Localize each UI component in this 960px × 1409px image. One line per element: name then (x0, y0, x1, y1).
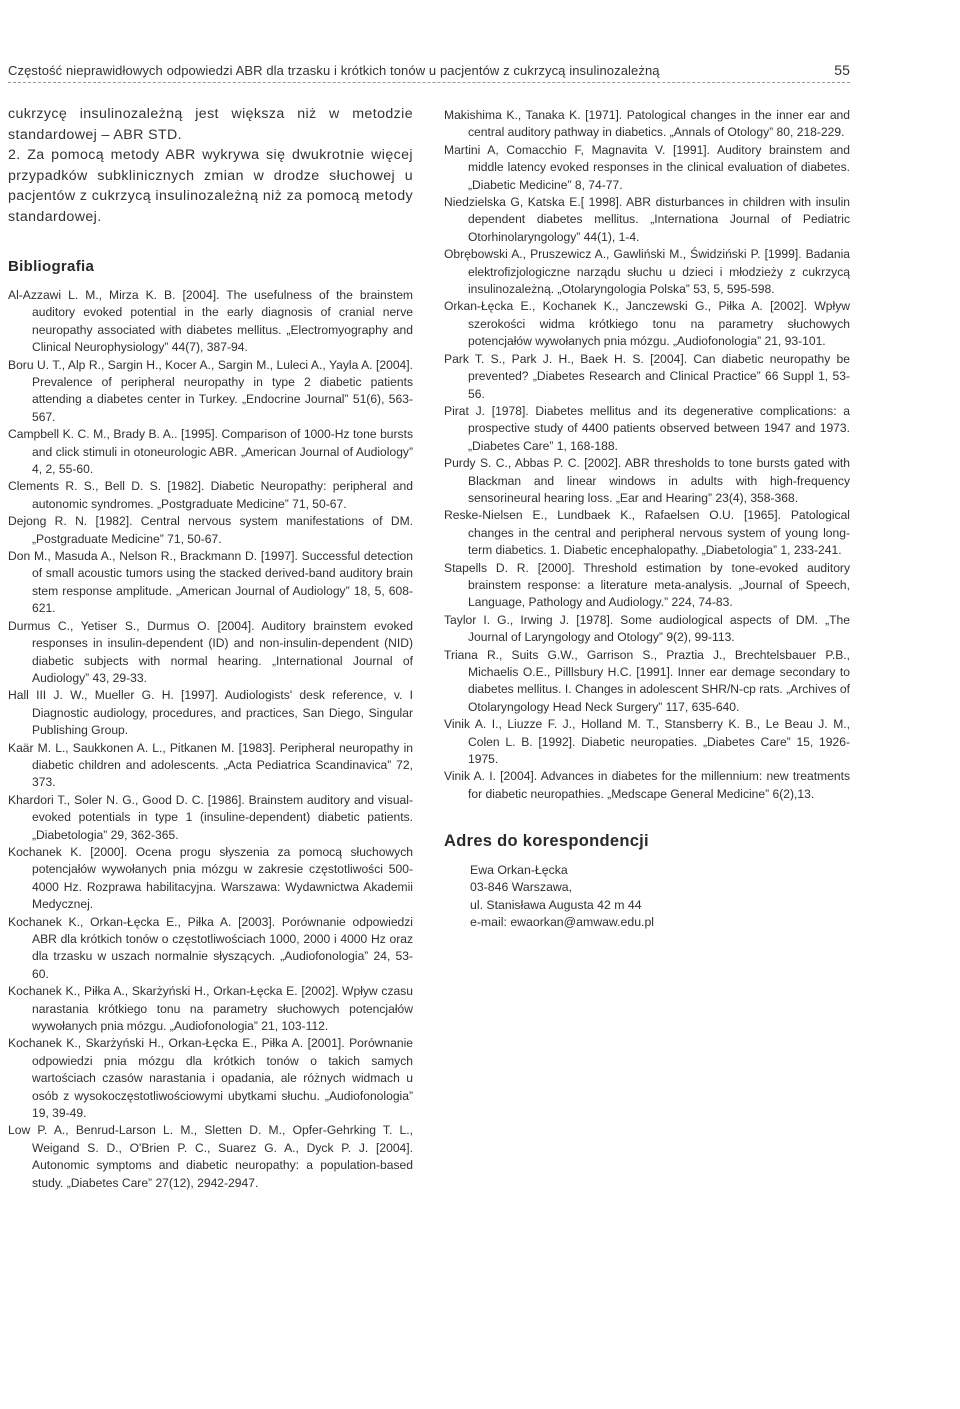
right-column (444, 107, 850, 932)
correspondence-address (444, 862, 850, 932)
reference-item: Vinik A. I. [2004]. Advances in diabetes for the millennium: new treatments for diabetic neuropathies. „Medscape General Medicine” 6(2),13. (444, 769, 850, 801)
correspondence-street: ul. Stanisława Augusta 42 m 44 (470, 897, 642, 912)
reference-item: Al-Azzawi L. M., Mirza K. B. [2004]. The usefulness of the brainstem auditory evoked potential in the early diagnosis of cranial nerve neuropathy associated with diabetes mellitus. „Electromyography and Clinical Neurophysiology” 44(7), 387-94. (8, 287, 413, 355)
reference-item: Boru U. T., Alp R., Sargin H., Kocer A., Sargin M., Luleci A., Yayla A. [2004]. Prevalence of peripheral neuropathy in type 2 diabetic patients attending a diabetes center in Turkey. „Endocrine Journal” 51(6), 563-567. (8, 357, 413, 424)
reference-item: Kochanek K., Skarżyński H., Orkan-Łęcka E., Piłka A. [2001]. Porównanie odpowiedzi pnia mózgu dla krótkich tonów o takich samych wartościach czasów narastania i opadania, ale różnych widmach u osób z wysokoczęstotliwościowymi ubytkami słuchu. „Audiofonologia” 19, 39-49. (8, 1036, 413, 1121)
reference-item: Kochanek K. [2000]. Ocena progu słyszenia za pomocą słuchowych potencjałów wywołanych pnia mózgu w zakresie częstotliwości 500-4000 Hz. Rozprawa habilitacyjna. Warszawa: Wydawnictwa Akademii Medycznej. (8, 844, 413, 912)
running-title: Częstość nieprawidłowych odpowiedzi ABR dla trzasku i krótkich tonów u pacjentów z cukrzycą insulinozależną (8, 63, 660, 78)
reference-item: Pirat J. [1978]. Diabetes mellitus and its degenerative complications: a prospective study of 4400 patients observed between 1947 and 1973. „Diabetes Care” 1, 168-188. (444, 403, 850, 453)
conclusion-paragraph: cukrzycę insulinozależną jest większa niż w metodzie standardowej – ABR STD. (8, 106, 413, 143)
reference-item: Triana R., Suits G.W., Garrison S., Praztia J., Brechtelsbauer P.B., Michaelis O.E., Pilllsbury H.C. [1991]. Inner ear demage secondary to diabetes mellitus. I. Changes in adolescent SHR/N-cp rats. „Archives of Otolaryngology Head Neck Surgery” 117, 635-640. (444, 647, 850, 714)
correspondence-city: 03-846 Warszawa, (470, 880, 573, 895)
reference-item: Kochanek K., Orkan-Łęcka E., Piłka A. [2003]. Porównanie odpowiedzi ABR dla krótkich tonów o częstotliwościach 1000, 2000 i 4000 Hz oraz dla trzasku w uszach normalnie słyszących. „Audiofonologia” 24, 53-60. (8, 914, 413, 981)
reference-item: Reske-Nielsen E., Lundbaek K., Rafaelsen O.U. [1965]. Patological changes in the central and peripheral nervous system of young long-term diabetics. 1. Diabetic encephalopathy. „Diabetologia” 1, 233-241. (444, 508, 850, 558)
correspondence-name: Ewa Orkan-Łęcka (470, 862, 568, 877)
reference-item: Purdy S. C., Abbas P. C. [2002]. ABR thresholds to tone bursts gated with Blackman and linear windows in adults with high-frequency sensorineural hearing loss. „Ear and Hearing” 23(4), 358-368. (444, 456, 850, 505)
reference-item: Obrębowski A., Pruszewicz A., Gawliński M., Świdziński P. [1999]. Badania elektrofizjologiczne narządu słuchu u dzieci i młodzieży z cukrzycą insulinozależną. „Otolaryngologia Polska” 53, 5, 595-598. (444, 247, 850, 297)
header-rule (8, 82, 850, 83)
reference-item: Taylor I. G., Irwing J. [1978]. Some audiological aspects of DM. „The Journal of Laryngology and Otology” 9(2), 99-113. (444, 612, 850, 645)
correspondence-email: e-mail: ewaorkan@amwaw.edu.pl (470, 915, 655, 930)
reference-item: Durmus C., Yetiser S., Durmus O. [2004]. Auditory brainstem evoked responses in insulin-dependent (ID) and non-insulin-dependent (NID) diabetic subjects with normal hearing. „International Journal of Audiology” 43, 29-33. (8, 618, 413, 685)
reference-item: Dejong R. N. [1982]. Central nervous system manifestations of DM. „Postgraduate Medicine” 71, 50-67. (8, 514, 413, 546)
reference-item: Orkan-Łęcka E., Kochanek K., Janczewski G., Piłka A. [2002]. Wpływ szerokości widma krótkiego tonu na parametry słuchowych potencjałów wywołanych pnia mózgu. „Audiofonologia” 21, 93-101. (444, 299, 850, 349)
reference-item: Kaär M. L., Saukkonen A. L., Pitkanen M. [1983]. Peripheral neuropathy in diabetic children and adolescents. „Acta Pediatrica Scandinavica” 72, 373. (8, 740, 413, 790)
reference-item: Vinik A. I., Liuzze F. J., Holland M. T., Stansberry K. B., Le Beau J. M., Colen L. B. [1992]. Diabetic neuropaties. „Diabetes Care” 15, 1926-1975. (444, 717, 850, 767)
reference-item: Don M., Masuda A., Nelson R., Brackmann D. [1997]. Successful detection of small acoustic tumors using the stacked derived-band auditory brain stem response amplitude. „American Journal of Audiology” 18, 5, 608-621. (8, 549, 413, 616)
conclusion-paragraph: 2. Za pomocą metody ABR wykrywa się dwukrotnie więcej przypadków subklinicznych zmian w drodze słuchowej u pacjentów z cukrzycą insulinozależną niż za pomocą metody standardowej. (8, 147, 413, 225)
reference-item: Park T. S., Park J. H., Baek H. S. [2004]. Can diabetic neuropathy be prevented? „Diabetes Research and Clinical Practice” 66 Suppl 1, 53-56. (444, 351, 850, 401)
running-header (8, 62, 850, 82)
correspondence-heading: Adres do korespondencji (444, 832, 649, 851)
reference-item: Campbell K. C. M., Brady B. A.. [1995]. Comparison of 1000-Hz tone bursts and click stimuli in otoneurologic ABR. „American Journal of Audiology” 4, 2, 55-60. (8, 427, 413, 477)
reference-item: Khardori T., Soler N. G., Good D. C. [1986]. Brainstem auditory and visual-evoked potentials in type 1 (insuline-dependent) diabetic patients. „Diabetologia” 29, 362-365. (8, 792, 413, 842)
conclusion-text (8, 104, 413, 228)
left-column (8, 104, 413, 1192)
reference-item: Niedzielska G, Katska E.[ 1998]. ABR disturbances in children with insulin dependent diabetes mellitus. „Internationa Journal of Pediatric Otorhinolaryngology” 44(1), 1-4. (444, 195, 850, 244)
reference-list-right (444, 107, 850, 803)
reference-item: Hall III J. W., Mueller G. H. [1997]. Audiologists' desk reference, v. I Diagnostic audiology, procedures, and practices, San Diego, Singular Publishing Group. (8, 688, 413, 738)
reference-item: Clements R. S., Bell D. S. [1982]. Diabetic Neuropathy: peripheral and autonomic syndromes. „Postgraduate Medicine” 71, 50-67. (8, 479, 413, 511)
page-number: 55 (834, 62, 850, 78)
reference-item: Kochanek K., Piłka A., Skarżyński H., Orkan-Łęcka E. [2002]. Wpływ czasu narastania krótkiego tonu na parametry słuchowych potencjałów wywołanych pnia mózgu. „Audiofonologia” 21, 103-112. (8, 984, 413, 1034)
reference-list-left (8, 287, 413, 1192)
reference-item: Stapells D. R. [2000]. Threshold estimation by tone-evoked auditory brainstem response: a literature meta-analysis. „Journal of Speech, Language, Pathology and Audiology.” 224, 74-83. (444, 560, 850, 610)
reference-item: Makishima K., Tanaka K. [1971]. Patological changes in the inner ear and central auditory pathway in diabetics. „Annals of Otology” 80, 218-229. (444, 108, 850, 140)
bibliography-heading: Bibliografia (8, 257, 95, 275)
reference-item: Low P. A., Benrud-Larson L. M., Sletten D. M., Opfer-Gehrking T. L., Weigand S. D., O'Brien P. C., Suarez G. A., Dyck P. J. [2004]. Autonomic symptoms and diabetic neuropathy: a population-based study. „Diabetes Care” 27(12), 2942-2947. (8, 1123, 413, 1190)
reference-item: Martini A, Comacchio F, Magnavita V. [1991]. Auditory brainstem and middle latency evoked responses in the clinical evaluation of diabetes. „Diabetic Medicine” 8, 74-77. (444, 142, 850, 192)
